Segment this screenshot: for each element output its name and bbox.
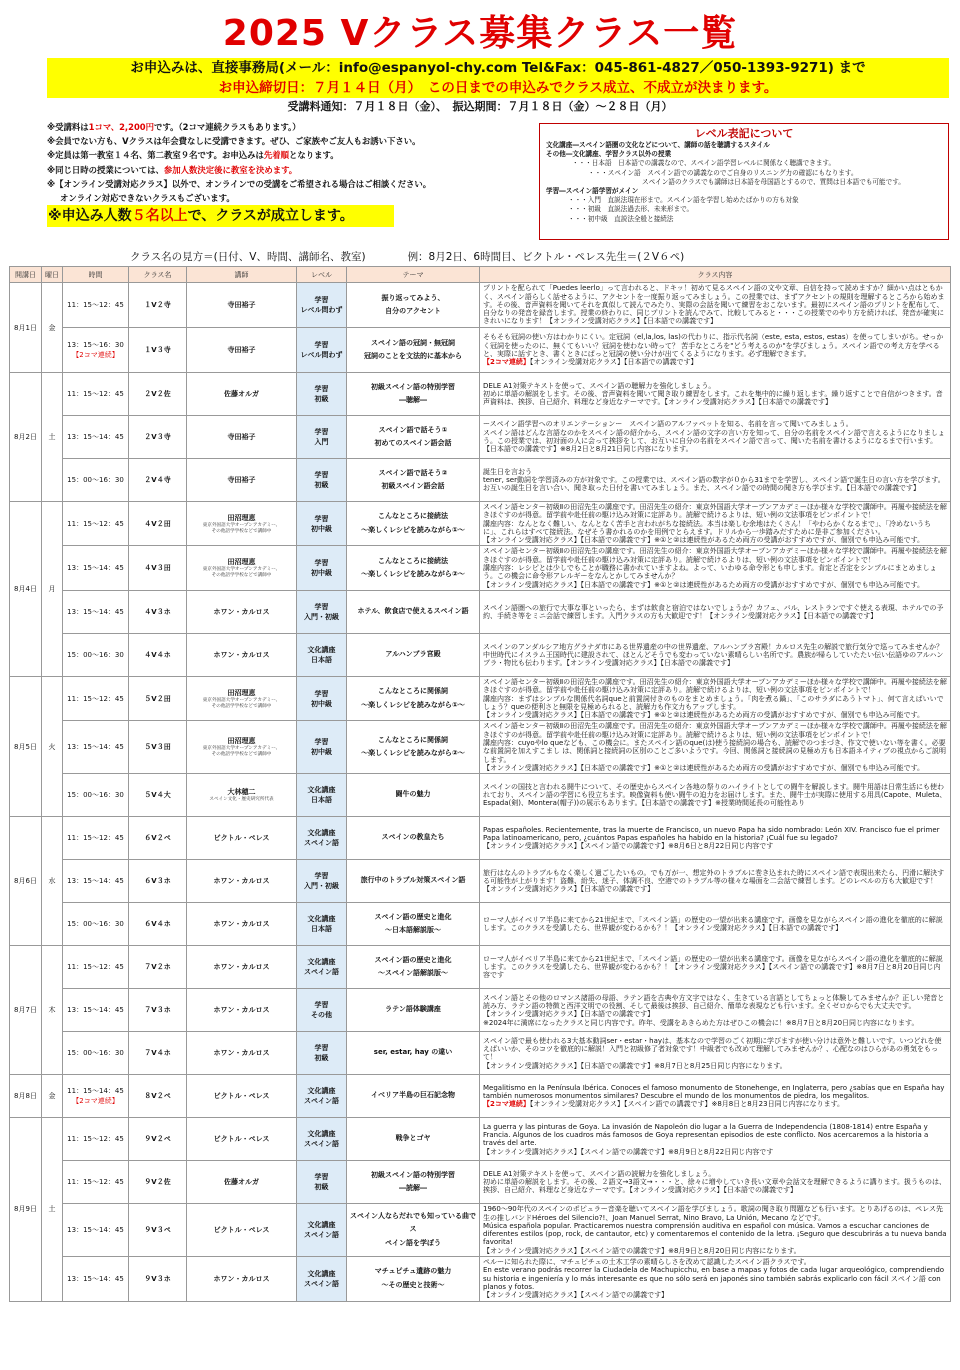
teacher-note: スペイン文化・歴史研究所代表 [209,797,274,803]
cell-level: 文化講座 日本語 [297,774,347,817]
level-spanish-note: スペイン語のクラスでも講師は日本語を母国語とするので、質問は日本語でも可能です。 [642,177,905,186]
cell-teacher: ホワン・カルロス [187,1032,297,1075]
two-slot-badge: 【2コマ連続】 [483,1100,530,1109]
rule-classroom: ※同じ日時の授業については、参加人数決定後に教室を決めます。 [47,164,298,175]
cell-theme: マチュピチュ遺跡の魅力 ～その歴史と技術～ [347,1257,480,1301]
cell-class-name: ６V４ホ [129,903,187,946]
cell-weekday: 土 [42,1118,63,1301]
level-culture: 文化講座―スペイン語圏の文化などについて、講師の話を聴講するスタイル [546,141,770,149]
cell-teacher: ホワン・カルロス [187,1257,297,1301]
cell-teacher: 寺田裕子 [187,283,297,328]
table-row [10,546,951,590]
table-row [10,328,951,373]
two-slot-badge: 【2コマ連続】 [483,358,530,367]
col-class-name: クラス名 [129,267,187,283]
table-row [10,373,951,416]
table-row [10,502,951,546]
cell-teacher: ビクトル・ペレス [187,1204,297,1257]
cell-time: 11：15～12：45 [63,1118,129,1161]
cell-weekday: 土 [42,373,63,502]
cell-theme: スペイン人ならだれでも知っている曲でス ペイン語を学ぼう [347,1204,480,1257]
cell-level: 学習 レベル問わず [297,283,347,328]
cell-teacher: ビクトル・ペレス [187,1118,297,1161]
cell-class-name: ２V２佐 [129,373,187,416]
cell-time: 13：15～14：45 [63,1204,129,1257]
cell-time: 11：15～12：45 [63,1161,129,1204]
cell-level: 学習 入門・初級 [297,860,347,903]
cell-content: DELE A1対策テキストを使って、スペイン語の聴解力を強化しましょう。 初めに単語の解説をします。その後、音声資料を聞いて聞き取り練習をします。これを集中的に繰り返します。繰り返すことで自信がつきます。音声資料は、挨拶、自己紹介、料理など身近なテーマです。【オンライン受講対応クラス】【日本語での講義です】 [480,373,951,416]
cell-time: 13：15～14：45 [63,416,129,459]
cell-content: ローマ人がイベリア半島に来てから21世紀まで、「スペイン語」の歴史の一望が出来る講座です。画像を見ながらスペイン語の進化を徹底的に解説します。このクラスを受講したら、世界観が変わるかも？！【オンライン受講対応クラス】【スペイン語での講義です】※8月7日と8月20日同じ内容です [480,946,951,989]
table-row [10,1032,951,1075]
cell-date: 8月5日 [10,676,42,816]
cell-date: 8月2日 [10,373,42,502]
table-row [10,989,951,1032]
cell-weekday: 木 [42,946,63,1075]
col-date: 開講日 [10,267,42,283]
cell-teacher: ホワン・カルロス [187,633,297,676]
cell-time: 13：15～14：45 [63,860,129,903]
level-spanish: ・・・スペイン語 スペイン語での講義なのでご自身のリスニング力の確認にもなります。 [588,168,858,177]
cell-content: スペイン語センター初級Ⅱの田沼先生の講座です。田沼先生の紹介：東京外国語大学オープンアカデミーほか様々な学校で講師中。再履や接続法を解きほぐすのが得意。留学前や赴任前の駆け込み対策に定評あり。読解で続けるよりは、短い例の文法事項をピンポイントで！ 講座内容：cuyoやlo queなども、この機会に。またスペイン語のque(は)使う接続詞の場合も、読解でのつまづき、作文で使いない等を書く。必要な前置詞を加えすこまし は、関係詞と接続詞の区別のことご多いようです。今回、関係詞と接続詞の見極め方も日本語ネイティブの視点からご説明します。 【オンライン受講対応クラス】【日本語での講義です】※①と②は連続性があるため両方の受講がおすすめですが、個別でも申込み可能です。 [480,721,951,774]
cell-date: 8月1日 [10,283,42,373]
cell-teacher: 田沼理恵 東京外国語大学オープンアカデミー、 その他語学学校などで講師中 [187,676,297,720]
cell-class-name: ５V４大 [129,774,187,817]
cell-content: スペイン語とその他のロマンス諸語の母語、ラテン語を古典や方文字ではなく、生きている言語としてちょっと体験してみませんか？正しい発音と読み方、ラテン語の特徴と西洋文明での役割、そして最後は挨拶、自己紹介、簡単な表現なども行います。全くゼロからでも大丈夫です。 【オンライン受講対応クラス】【日本語での講義です】 ※2024年に満席になったクラスと同じ内容です。昨年、受講をあきらめた方はぜひこの機会に！※8月7日と8月20日同じ内容になります。 [480,989,951,1032]
cell-date: 8月9日 [10,1118,42,1301]
cell-content: Megalitismo en la Península Ibérica. Conoces el famoso monumento de Stonehenge, en Inglaterra, pero ¿sabías que en España hay también numerosos monumentos similares? Descubre el mundo de los monumentos de piedra, los megalitos. 【2コマ連続】【オンライン受講対応クラス】【スペイン語での講義です】※8月8日と8月23日同じ内容になります。 [480,1075,951,1118]
cell-class-name: １V２寺 [129,283,187,328]
cell-level: 文化講座 スペイン語 [297,1118,347,1161]
cell-class-name: ４V３田 [129,546,187,590]
cell-theme: こんなところに関係詞 ～楽しくレシピを読みながら①～ [347,676,480,720]
cell-class-name: ４V４ホ [129,633,187,676]
cell-time: 15：00～16：30 [63,633,129,676]
table-row [10,1161,951,1204]
table-row [10,590,951,633]
rules-list [47,120,527,227]
cell-time: 11：15～12：45 [63,676,129,720]
rule-online-note: オンライン対応できないクラスもございます。 [60,192,235,203]
cell-weekday: 水 [42,817,63,946]
table-header-row [10,267,951,283]
cell-class-name: ９V３ペ [129,1204,187,1257]
table-row [10,860,951,903]
cell-content: ローマ人がイベリア半島に来てから21世紀まで、「スペイン語」の歴史の一望が出来る講座です。画像を見ながらスペイン語の進化を徹底的に解説します。このクラスを受講したら、世界観が変わるかも？！【オンライン受講対応クラス】【日本語での講義です】 [480,903,951,946]
contact-line: お申込みは、直接事務局(メール：info@espanyol-chy.com Tel&Fax：045-861-4827／050-1393-9271) まで [130,60,866,76]
cell-teacher: ホワン・カルロス [187,946,297,989]
cell-theme: アルハンブラ宮殿 [347,633,480,676]
level-legend-box [539,123,949,240]
col-level: レベル [297,267,347,283]
cell-time: 11：15～12：45 [63,502,129,546]
cell-theme: スペイン語の歴史と進化 ～日本語解説版～ [347,903,480,946]
cell-content: La guerra y las pinturas de Goya. La invasión de Napoleón dio lugar a la Guerra de Independencia (1808-1814) entre España y Francia. Algunos de los cuadros más famosos de Goya representan episodios de este conflicto. Nos acercaremos a la historia a través del arte. 【オンライン受講対応クラス】【スペイン語での講義です】※8月9日と8月22日同じ内容です [480,1118,951,1161]
cell-teacher: 田沼理恵 東京外国語大学オープンアカデミー、 その他語学学校などで講師中 [187,721,297,774]
table-row [10,903,951,946]
cell-theme: 初級スペイン語の特別学習 ―聴解― [347,373,480,416]
cell-class-name: ５V３田 [129,721,187,774]
level-japanese: ・・・日本語 日本語での講義なので、スペイン語学習レベルに関係なく聴講できます。 [572,159,836,168]
cell-level: 学習 初中級 [297,502,347,546]
cell-content: スペイン語センター初級Ⅱの田沼先生の講座です。田沼先生の紹介：東京外国語大学オープンアカデミーほか様々な学校で講師中。再履や接続法を解きほぐすのが得意。留学前や赴任前の駆け込み対策に定評あり。読解で続けるよりは、短い例の文法事項をピンポイントで！ 講座内容：まずはシンプルな関係代名詞queと前置詞付きのものをまとめましょう。「肉を煮る鍋」、「このサラダにあうトマト」、何て言えばいいでしょう？queの便利さと無限を見極められると、読解力も作文力もアップします。 【オンライン受講対応クラス】【日本語での講義です】※①と②は連続性があるため両方の受講がおすすめですが、個別でも申込み可能です。 [480,676,951,720]
cell-date: 8月6日 [10,817,42,946]
table-row [10,1118,951,1161]
cell-content: スペイン語圏への旅行で大事な事といったら、まずは飲食と宿泊ではないでしょうか？カフェ、バル、レストランですぐ使える表現、ホテルでの予約、手続き等をミニ会話で練習します。入門クラスの方も大歓迎です！【オンライン受講対応クラス】【日本語での講義です】 [480,590,951,633]
cell-teacher: 大林穂二 スペイン文化・歴史研究所代表 [187,774,297,817]
cell-time: 11：15～12：45 [63,373,129,416]
cell-time: 13：15～14：45 [63,546,129,590]
cell-theme: ラテン語体験講座 [347,989,480,1032]
cell-level: 学習 初中級 [297,676,347,720]
teacher-note: 東京外国語大学オープンアカデミー、 その他語学学校などで講師中 [202,697,281,709]
cell-theme: 初級スペイン語の特別学習 ―読解― [347,1161,480,1204]
cell-class-name: ４V３ホ [129,590,187,633]
cell-level: 学習 初級 [297,1032,347,1075]
cell-teacher: ホワン・カルロス [187,590,297,633]
cell-class-name: ７V４ホ [129,1032,187,1075]
cell-class-name: ９V２佐 [129,1161,187,1204]
table-row [10,459,951,502]
cell-teacher: 寺田裕子 [187,328,297,373]
schedule-table [9,266,951,1302]
cell-time: 15：00～16：30 [63,459,129,502]
level-pre-intermediate: ・・・初中級 直説法全般と接続法 [568,214,674,223]
cell-teacher: ホワン・カルロス [187,860,297,903]
cell-teacher: 寺田裕子 [187,416,297,459]
cell-class-name: ７V３ホ [129,989,187,1032]
cell-weekday: 金 [42,283,63,373]
cell-date: 8月4日 [10,502,42,677]
cell-time: 13：15～14：45 [63,1257,129,1301]
cell-class-name: ７V２ホ [129,946,187,989]
cell-class-name: ９V３ホ [129,1257,187,1301]
col-theme: テーマ [347,267,480,283]
cell-level: 学習 入門・初級 [297,590,347,633]
cell-content: 1960～90年代のスペインのポピュラー音楽を聴いてスペイン語を学びましょう。歌詞の聞き取り問題なども行います。とりあげるのは、ペレス先生の推しバンドHéroes del Silencio?!、Joan Manuel Serrat, Nino Bravo, La Unión, Mecano などです。 Música española popular. Practicaremos nuestra comprensión auditiva en español con música. Vamos a escuchar canciones de diferentes estilos (pop, rock, de cantautor, etc) y comentaremos el contenido de la letra. ¡Seguro que descubrirás a tu nueva banda favorita! 【オンライン受講対応クラス】【スペイン語での講義です】※8月9日と8月20日同じ内容になります。 [480,1204,951,1257]
cell-level: 学習 初級 [297,373,347,416]
cell-theme: イベリア半島の巨石記念物 [347,1075,480,1118]
cell-time: 11：15～12：45 [63,283,129,328]
cell-theme: ser, estar, hay の違い [347,1032,480,1075]
rule-fee: ※受講料は1コマ、2,200円です。（2コマ連続クラスもあります。） [47,122,301,132]
cell-time: 13：15～14：45 [63,721,129,774]
cell-theme: 闘牛の魅力 [347,774,480,817]
cell-teacher: 寺田裕子 [187,459,297,502]
cell-theme: スペインの教皇たち [347,817,480,860]
cell-level: 学習 初級 [297,1161,347,1204]
teacher-note: 東京外国語大学オープンアカデミー、 その他語学学校などで講師中 [202,522,281,534]
rule-capacity: ※定員は第一教室１４名、第二教室９名です。お申込みは先着順となります。 [47,150,339,161]
rule-nonmember: ※会員でない方も、Vクラスは年会費なしに受講できます。ぜひ、ご家族やご友人もお誘い下さい。 [47,136,421,147]
level-beginner: ・・・初級 直説法過去形、未来形まで。 [568,205,694,214]
cell-class-name: ８V２ペ [129,1075,187,1118]
cell-theme: 戦争とゴヤ [347,1118,480,1161]
two-slot-badge: 【2コマ連続】 [72,1097,119,1106]
cell-level: 学習 その他 [297,989,347,1032]
cell-level: 学習 入門 [297,416,347,459]
col-teacher: 講師 [187,267,297,283]
cell-content: プリントを配られて「Puedes leerlo」って言われると、ドキッ！初めて見るスペイン語の文や文章、自信を持って読めますか？細かい点はともかく、スペイン語らしく話せるように、アクセントを一度振り返ってみましょう。この授業では、まずアクセントの規則を理解するところから始めます。その後、音声資料を聞いてそれを真似して読んでみたり、実際の会話を聞いて練習をおこないます。最初にスペイン語のプリントを配布して、自分なりの発音を録音します。授業の終わりに、同じプリントを読んでみて、比較してみると・・・この授業でのやり方を続ければ、発音が確実にきれいになります！【オンライン受講対応クラス】【日本語での講義です】 [480,283,951,328]
cell-content: Papas españoles. Recientemente, tras la muerte de Francisco, un nuevo Papa ha sido nombrado: León XIV. Francisco fue el primer Papa latinoamericano, pero, ¿cuántos Papas españoles ha habido en la historia? ¡Cuál fue su legado? 【オンライン受講対応クラス】【スペイン語での講義です】※8月6日と8月22日同じ内容です [480,817,951,860]
cell-time: 15：00～16：30 [63,774,129,817]
cell-class-name: ２V３寺 [129,416,187,459]
cell-theme: スペイン語で話そう② 初級スペイン語会話 [347,459,480,502]
cell-class-name: ４V２田 [129,502,187,546]
cell-time: 11：15～14：45 【2コマ連続】 [63,1075,129,1118]
cell-level: 文化講座 スペイン語 [297,1204,347,1257]
cell-level: 文化講座 日本語 [297,633,347,676]
teacher-note: 東京外国語大学オープンアカデミー、 その他語学学校などで講師中 [202,746,281,758]
cell-time: 13：15～14：45 [63,590,129,633]
level-other: その他―文化講座、学習クラス以外の授業 [546,150,672,159]
cell-theme: 旅行中のトラブル対策スペイン語 [347,860,480,903]
deadline-line: お申込締切日：７月１４日（月） この日までの申込みでクラス成立、不成立が決まります。 [218,80,778,96]
cell-class-name: ６V３ホ [129,860,187,903]
table-row [10,721,951,774]
table-row [10,416,951,459]
cell-date: 8月7日 [10,946,42,1075]
cell-content: ペルーに知られた際に、マチュピチュの土木工学の素晴らしさを改めて認識したスペイン語クラスです。 En este verano podrás recorrer la Ciudadela de Machupicchu, en base a mapas y fotos de cada lugar arqueológico, comprendiendo su historia e ingeniería y lo más interesante es que no sólo será en japonés sino también sabrás explicarlo con fácil スペイン語 con planos y fotos. 【オンライン受講対応クラス】【スペイン語での講義です】 [480,1257,951,1301]
cell-class-name: ６V２ペ [129,817,187,860]
table-row [10,946,951,989]
table-row [10,1075,951,1118]
table-row [10,633,951,676]
cell-content: スペイン語センター初級Ⅱの田沼先生の講座です。田沼先生の紹介：東京外国語大学オープンアカデミーほか様々な学校で講師中。再履や接続法を解きほぐすのが得意。留学前や赴任前の駆け込み対策に定評あり。読解で続けるよりは、短い例の文法事項をピンポイントで！ 講座内容：レシピとは少しでもことが職務に書かれていますよね。よって、いわゆる命令形とも申します。肯定と否定をシンプルにまとめましょう。この機会に命令形アレルギーをなんとかしてみませんか？ 【オンライン受講対応クラス】【日本語での講義です】※①と②は連続性があるため両方の受講がおすすめですが、個別でも申込み可能です。 [480,546,951,590]
cell-content: 誕生日を言おう tener, ser動詞を学習済みの方が対象です。この授業では、スペイン語の数字が０から31までを学習し、スペイン語で誕生日の言い方を学びます。お互いの誕生日を言い合い、聞き取った日付を書いてみましょう。また、スペイン語での時間の聞き方も学びます。【日本語での講義です】 [480,459,951,502]
two-slot-badge: 【2コマ連続】 [72,351,119,359]
class-name-legend: クラス名の見方＝(日付、V、時間、講師名、教室) 例：8月2日、6時間目、ビクトル・ペレス先生＝(２V６ペ) [130,251,685,263]
col-content: クラス内容 [480,267,951,283]
cell-class-name: ９V２ペ [129,1118,187,1161]
rule-online: ※【オンライン受講対応クラス】以外で、オンラインでの受講をご希望される場合はご相談ください。 [47,178,432,189]
table-row [10,1257,951,1301]
rule-minimum: ※申込み人数５名以上で、クラスが成立します。 [47,205,394,227]
cell-level: 文化講座 スペイン語 [297,1257,347,1301]
cell-weekday: 火 [42,676,63,816]
cell-weekday: 月 [42,502,63,677]
table-row [10,817,951,860]
cell-time: 13：15～14：45 [63,989,129,1032]
cell-date: 8月8日 [10,1075,42,1118]
cell-theme: こんなところに接続法 ～楽しくレシピを読みながら②～ [347,546,480,590]
cell-teacher: ホワン・カルロス [187,989,297,1032]
cell-level: 文化講座 スペイン語 [297,1075,347,1118]
level-legend-title: レベル表記について [694,127,794,140]
cell-content: 旅行はなんのトラブルもなく楽しく過ごしたいもの。でも万が一、想定外のトラブルに巻き込まれた時にスペイン語で表現出来たら、円滑に解決する可能性が上がります！盗難、紛失、迷子、体調不良、空港でのトラブル等の様々な場面を二会話で練習します。どのレベルの方も大歓迎です！ 【オンライン受講対応クラス】【日本語での講義です】 [480,860,951,903]
cell-level: 文化講座 スペイン語 [297,817,347,860]
cell-level: 文化講座 スペイン語 [297,946,347,989]
cell-teacher: ホワン・カルロス [187,903,297,946]
level-study: 学習―スペイン語学習がメイン [546,187,639,196]
cell-level: 学習 初級 [297,459,347,502]
teacher-note: 東京外国語大学オープンアカデミー、 その他語学学校などで講師中 [202,567,281,579]
cell-theme: こんなところに接続法 ～楽しくレシピを読みながら①～ [347,502,480,546]
cell-teacher: 田沼理恵 東京外国語大学オープンアカデミー、 その他語学学校などで講師中 [187,502,297,546]
cell-content: そもそも冠詞の使い方はわかりにくい。定冠詞（el,la,los, las)の代わりに、指示代名詞（este, esta, estos, estas）を使ってしまいがち。せっかく冠詞を使ったのに、無くてもいい？冠詞を使わない時って？ 苦手なところを"どう考えるのか"を学びましょう。スペイン語での考え方を学べると、実際に話すとき、書くときにぱっと冠詞の使い分けが出てくるようになります。必ず理解できます。 【2コマ連続】【オンライン受講対応クラス】【日本語での講義です】 [480,328,951,373]
cell-time: 11：15～12：45 [63,817,129,860]
cell-theme: こんなところに関係詞 ～楽しくレシピを読みながら②～ [347,721,480,774]
table-row [10,283,951,328]
col-time: 時間 [63,267,129,283]
table-row [10,774,951,817]
contact-banner [47,58,949,98]
cell-time: 15：00～16：30 [63,1032,129,1075]
cell-level: 学習 初中級 [297,721,347,774]
cell-content: ースペイン語学習へのオリエンテーションー スペイン語のアルファベットを知る、名前を言って聞いてみましょう。 スペイン語はどんな言語なのかをスペイン語の紹介から、スペイン語の文字の言い方を知って、自分の名前をスペイン語で言えるようになりましょう。この授業では、初対面の人に会って挨拶をして、お互いに自分の名前をスペイン語で言って、聞いた名前を書けるようになるまで行います。 【日本語での講義です】※8月2日と8月21日同じ内容になります。 [480,416,951,459]
cell-teacher: ビクトル・ペレス [187,1075,297,1118]
cell-content: スペイン語センター初級Ⅱの田沼先生の講座です。田沼先生の紹介：東京外国語大学オープンアカデミーほか様々な学校で講師中。再履や接続法を解きほぐすのが得意。留学前や赴任前の駆け込み対策に定評あり。読解で続けるよりは、短い例の文法事項をピンポイントで！ 講座内容：なんとなく難しい、なんとなく苦手と言われがちな接続法。本当は楽しむ余地はたくさん！「やわらかくなるまで」、「冷めないうちに」、これらはすべて接続法。なぜそう書かれるのかを用例でとらえます。ドリルから一歩踏みだすために是非ご参加ください。 【オンライン受講対応クラス】【日本語での講義です】※①と②は連続性があるため両方の受講がおすすめですが、個別でも申込み可能です。 [480,502,951,546]
cell-class-name: １V３寺 [129,328,187,373]
cell-content: スペイン語で最も使われる3大基本動詞ser・estar・hayは、基本なので学習のごく初期に学びますが使い分けは意外と難しいです。いつどれを使えばいいか、そのコツを徹底的に解説！入門と初級修了者対象です！中級者でも改めて理解してみませんか？、心配なのはひらがあの勇気をもって！ 【オンライン受講対応クラス】【日本語での講義です】※8月7日と8月25日同じ内容になります。 [480,1032,951,1075]
cell-theme: スペイン語の冠詞・無冠詞 冠詞のことを文法的に基本から [347,328,480,373]
cell-teacher: 田沼理恵 東京外国語大学オープンアカデミー、 その他語学学校などで講師中 [187,546,297,590]
cell-theme: スペイン語で話そう① 初めてのスペイン語会話 [347,416,480,459]
level-intro: ・・・入門 直説法現在形まで。スペイン語を学習し始めたばかりの方も対象 [568,196,799,205]
cell-time: 11：15～12：45 [63,946,129,989]
cell-time: 13：15～16：30 【2コマ連続】 [63,328,129,373]
cell-theme: ホテル、飲食店で使えるスペイン語 [347,590,480,633]
cell-content: スペインの国技と言われる闘牛について、その歴史からスペイン各地の祭りのハイライトとしての闘牛を解説します。闘牛用語は日常生活にも使われており、スペイン語の学習にも役立ちます。映像資料も使い闘牛の迫力をお届けします。また、闘牛士が実際に使用する用具(Capote、Muleta、Espada(剣)、Montera(帽子))の展示もあります。【日本語での講義です】※授業時間延長の可能性あり [480,774,951,817]
cell-teacher: 佐藤オルガ [187,1161,297,1204]
cell-content: DELE A1対策テキストを使って、スペイン語の読解力を強化しましょう。 初めに単語の解説をします。その後、２語文→3語文→・・・と、徐々に増やしていき長い文章や会話文を理解できるように講ります。扱うものは、挨拶、自己紹介、料理など身近なテーマです。【オンライン受講対応クラス】【日本語での講義です】 [480,1161,951,1204]
col-weekday: 曜日 [42,267,63,283]
cell-teacher: ビクトル・ペレス [187,817,297,860]
cell-theme: スペイン語の歴史と進化 ～スペイン語解説版～ [347,946,480,989]
cell-teacher: 佐藤オルガ [187,373,297,416]
cell-level: 学習 初中級 [297,546,347,590]
cell-class-name: ２V４寺 [129,459,187,502]
table-row [10,676,951,720]
table-row [10,1204,951,1257]
cell-class-name: ５V２田 [129,676,187,720]
cell-theme: 振り返ってみよう、 自分のアクセント [347,283,480,328]
cell-level: 文化講座 日本語 [297,903,347,946]
cell-weekday: 金 [42,1075,63,1118]
payment-notice: 受講料通知：７月１８日（金）、 振込期間：７月１８日（金）～２８日（月） [287,100,673,113]
cell-content: スペインのアンダルシア地方グラナダ市にある世界遺産の中の世界遺産、アルハンブラ宮殿！カルロス先生の解説で旅行気分で巡ってみませんか？ 中世時代にイスラム王国時代に建設されて、ほとんどそうでも変わっていない素晴らしい名所です。農族が帰らしていたたい伝い伝語ゆのアルハンブラ・物比も伝わります。【オンライン受講対応クラス】【日本語での講義です】 [480,633,951,676]
cell-level: 学習 レベル問わず [297,328,347,373]
cell-time: 15：00～16：30 [63,903,129,946]
page-title: 2025 Vクラス募集クラス一覧 [222,13,738,54]
